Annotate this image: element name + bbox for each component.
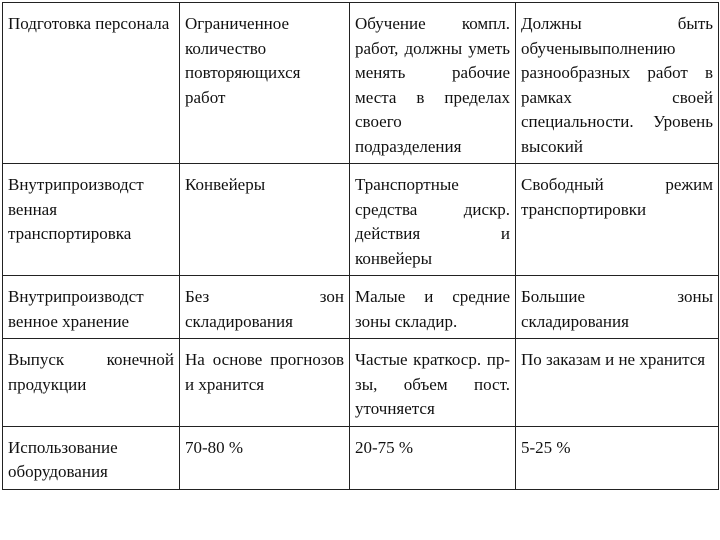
cell-text: Внутрипроизводст венная транспортировка xyxy=(8,175,144,243)
table-cell-row-label xyxy=(3,164,180,276)
table-cell xyxy=(350,339,516,427)
table-row xyxy=(3,276,719,339)
comparison-table xyxy=(2,2,719,490)
cell-text: Использование оборудования xyxy=(8,437,118,481)
cell-text: Должны быть обученывыполнению разнообразных работ в рамках своей специальности. Уровень высокий xyxy=(521,14,713,156)
table-row xyxy=(3,164,719,276)
table-body xyxy=(3,3,719,490)
table-cell-row-label xyxy=(3,339,180,427)
cell-text: Малые и средние зоны складир. xyxy=(355,287,510,331)
table-cell xyxy=(180,164,350,276)
cell-text: Большие зоны складирования xyxy=(521,287,713,331)
table-cell xyxy=(516,339,719,427)
cell-text: 20-75 % xyxy=(355,437,414,457)
table-cell xyxy=(350,276,516,339)
cell-text: Транспортные средства дискр. действия и конвейеры xyxy=(355,175,510,268)
cell-text: Внутрипроизводст венное хранение xyxy=(8,287,144,331)
table-cell xyxy=(516,3,719,164)
table-cell xyxy=(350,164,516,276)
cell-text: Конвейеры xyxy=(185,175,266,194)
table-row xyxy=(3,426,719,489)
cell-text: 70-80 % xyxy=(185,437,244,457)
table-cell-row-label xyxy=(3,426,180,489)
table-cell xyxy=(516,426,719,489)
table-row xyxy=(3,3,719,164)
cell-text: Ограниченное количество повторяющихся работ xyxy=(185,14,301,107)
table-cell xyxy=(350,3,516,164)
table-cell xyxy=(180,3,350,164)
cell-text: Без зон складирования xyxy=(185,287,344,331)
cell-text: На основе прогнозов и хранится xyxy=(185,350,344,394)
table-cell xyxy=(180,426,350,489)
cell-text: По заказам и не хранится xyxy=(521,350,706,369)
cell-text: Свободный режим транспортировки xyxy=(521,175,713,219)
table-cell xyxy=(180,339,350,427)
table-row xyxy=(3,339,719,427)
cell-text: Выпуск конечной продукции xyxy=(8,350,174,394)
table-cell-row-label xyxy=(3,3,180,164)
table-cell xyxy=(516,276,719,339)
cell-text: 5-25 % xyxy=(521,437,571,457)
cell-text: Подготовка персонала xyxy=(8,14,170,33)
table-cell-row-label xyxy=(3,276,180,339)
table-cell xyxy=(516,164,719,276)
table-cell xyxy=(180,276,350,339)
cell-text: Обучение компл. работ, должны уметь менять рабочие места в пределах своего подразделения xyxy=(355,14,510,156)
table-cell xyxy=(350,426,516,489)
cell-text: Частые краткоср. пр-зы, объем пост. уточняется xyxy=(355,350,510,418)
